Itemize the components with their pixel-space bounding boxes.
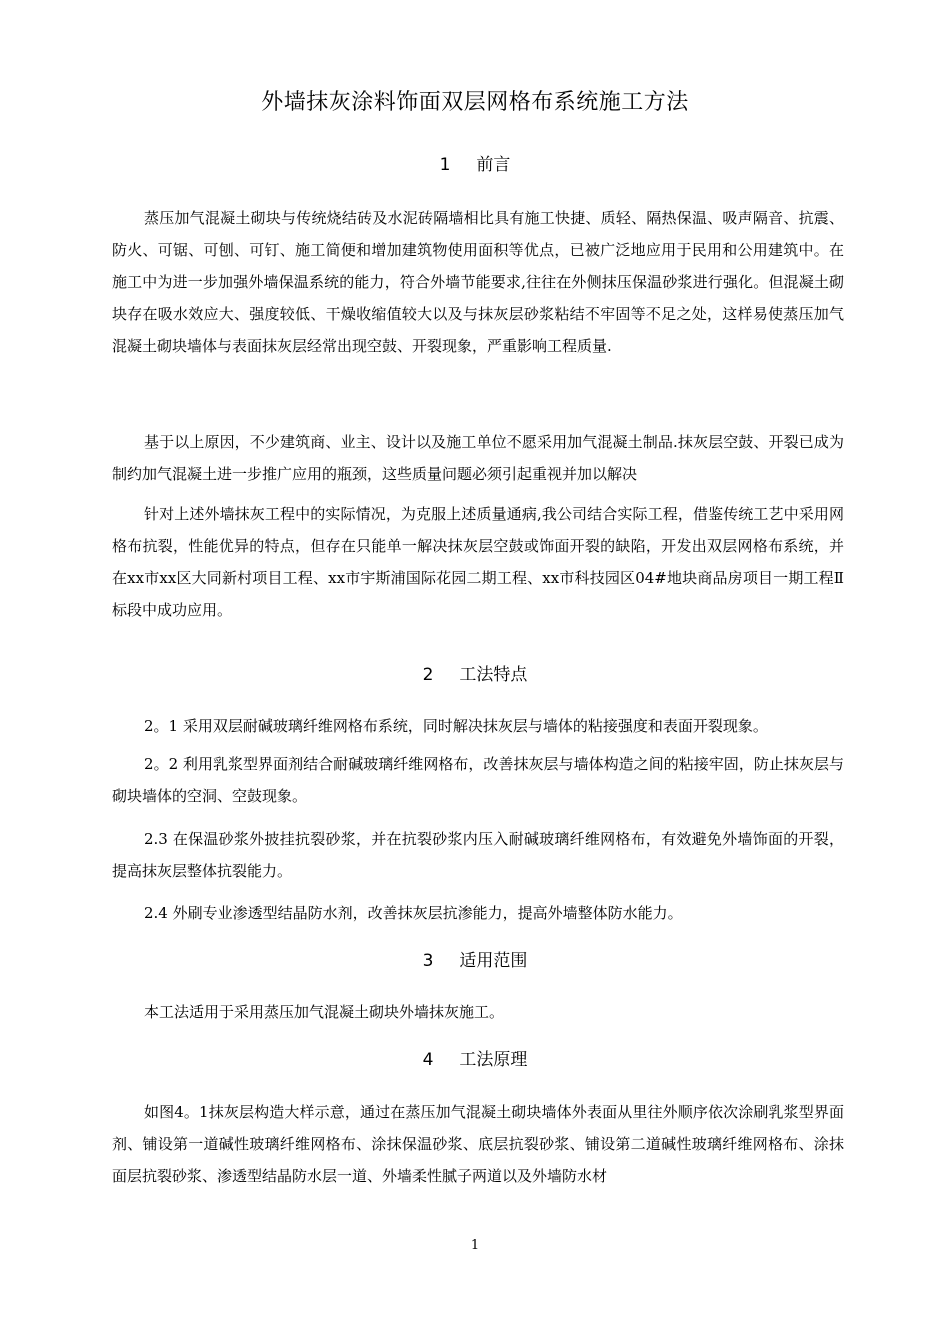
paragraph: 基于以上原因，不少建筑商、业主、设计以及施工单位不愿采用加气混凝土制品.抹灰层空鼓、开裂已成为制约加气混凝土进一步推广应用的瓶颈，这些质量问题必须引起重视并加以解决 [112, 433, 844, 483]
document-title: 外墙抹灰涂料饰面双层网格布系统施工方法 [261, 90, 689, 115]
section-heading-3 [0, 948, 950, 974]
section-number: 3 [422, 951, 434, 971]
section-heading-4 [0, 1047, 950, 1073]
paragraph: 2。1 采用双层耐碱玻璃纤维网格布系统，同时解决抹灰层与墙体的粘接强度和表面开裂现象。 [144, 717, 768, 735]
paragraph: 2。2 利用乳浆型界面剂结合耐碱玻璃纤维网格布，改善抹灰层与墙体构造之间的粘接牢固，防止抹灰层与砌块墙体的空洞、空鼓现象。 [112, 755, 844, 805]
paragraph: 蒸压加气混凝土砌块与传统烧结砖及水泥砖隔墙相比具有施工快捷、质轻、隔热保温、吸声隔音、抗震、防火、可锯、可刨、可钉、施工简便和增加建筑物使用面积等优点，已被广泛地应用于民用和公用建筑中。在施工中为进一步加强外墙保温系统的能力，符合外墙节能要求,往往在外侧抹压保温砂浆进行强化。但混凝土砌块存在吸水效应大、强度较低、干燥收缩值较大以及与抹灰层砂浆粘结不牢固等不足之处，这样易使蒸压加气混凝土砌块墙体与表面抹灰层经常出现空鼓、开裂现象，严重影响工程质量. [112, 209, 844, 355]
paragraph: 本工法适用于采用蒸压加气混凝土砌块外墙抹灰施工。 [144, 1003, 505, 1021]
section-heading-1 [0, 152, 950, 178]
paragraph: 如图4。1抹灰层构造大样示意，通过在蒸压加气混凝土砌块墙体外表面从里往外顺序依次涂刷乳浆型界面剂、铺设第一道碱性玻璃纤维网格布、涂抹保温砂浆、底层抗裂砂浆、铺设第二道碱性玻璃纤维网格布、涂抹面层抗裂砂浆、渗透型结晶防水层一道、外墙柔性腻子两道以及外墙防水材 [112, 1103, 844, 1185]
section-number: 2 [422, 665, 434, 685]
section-number: 4 [422, 1050, 434, 1070]
section-number: 1 [439, 155, 451, 175]
section-heading-2 [0, 662, 950, 688]
page-number: 1 [470, 1238, 480, 1253]
paragraph: 2.4 外刷专业渗透型结晶防水剂，改善抹灰层抗渗能力，提高外墙整体防水能力。 [144, 904, 683, 922]
section-title: 前言 [476, 155, 511, 175]
section-title: 工法原理 [459, 1050, 528, 1070]
section-title: 工法特点 [459, 665, 528, 685]
paragraph: 2.3 在保温砂浆外披挂抗裂砂浆，并在抗裂砂浆内压入耐碱玻璃纤维网格布，有效避免外墙饰面的开裂，提高抹灰层整体抗裂能力。 [112, 830, 844, 880]
paragraph: 针对上述外墙抹灰工程中的实际情况，为克服上述质量通病,我公司结合实际工程，借鉴传统工艺中采用网格布抗裂，性能优异的特点，但存在只能单一解决抹灰层空鼓或饰面开裂的缺陷，开发出双层网格布系统，并在xx市xx区大同新村项目工程、xx市宇斯浦国际花园二期工程、xx市科技园区04#地块商品房项目一期工程Ⅱ标段中成功应用。 [112, 505, 844, 619]
section-title: 适用范围 [459, 951, 528, 971]
